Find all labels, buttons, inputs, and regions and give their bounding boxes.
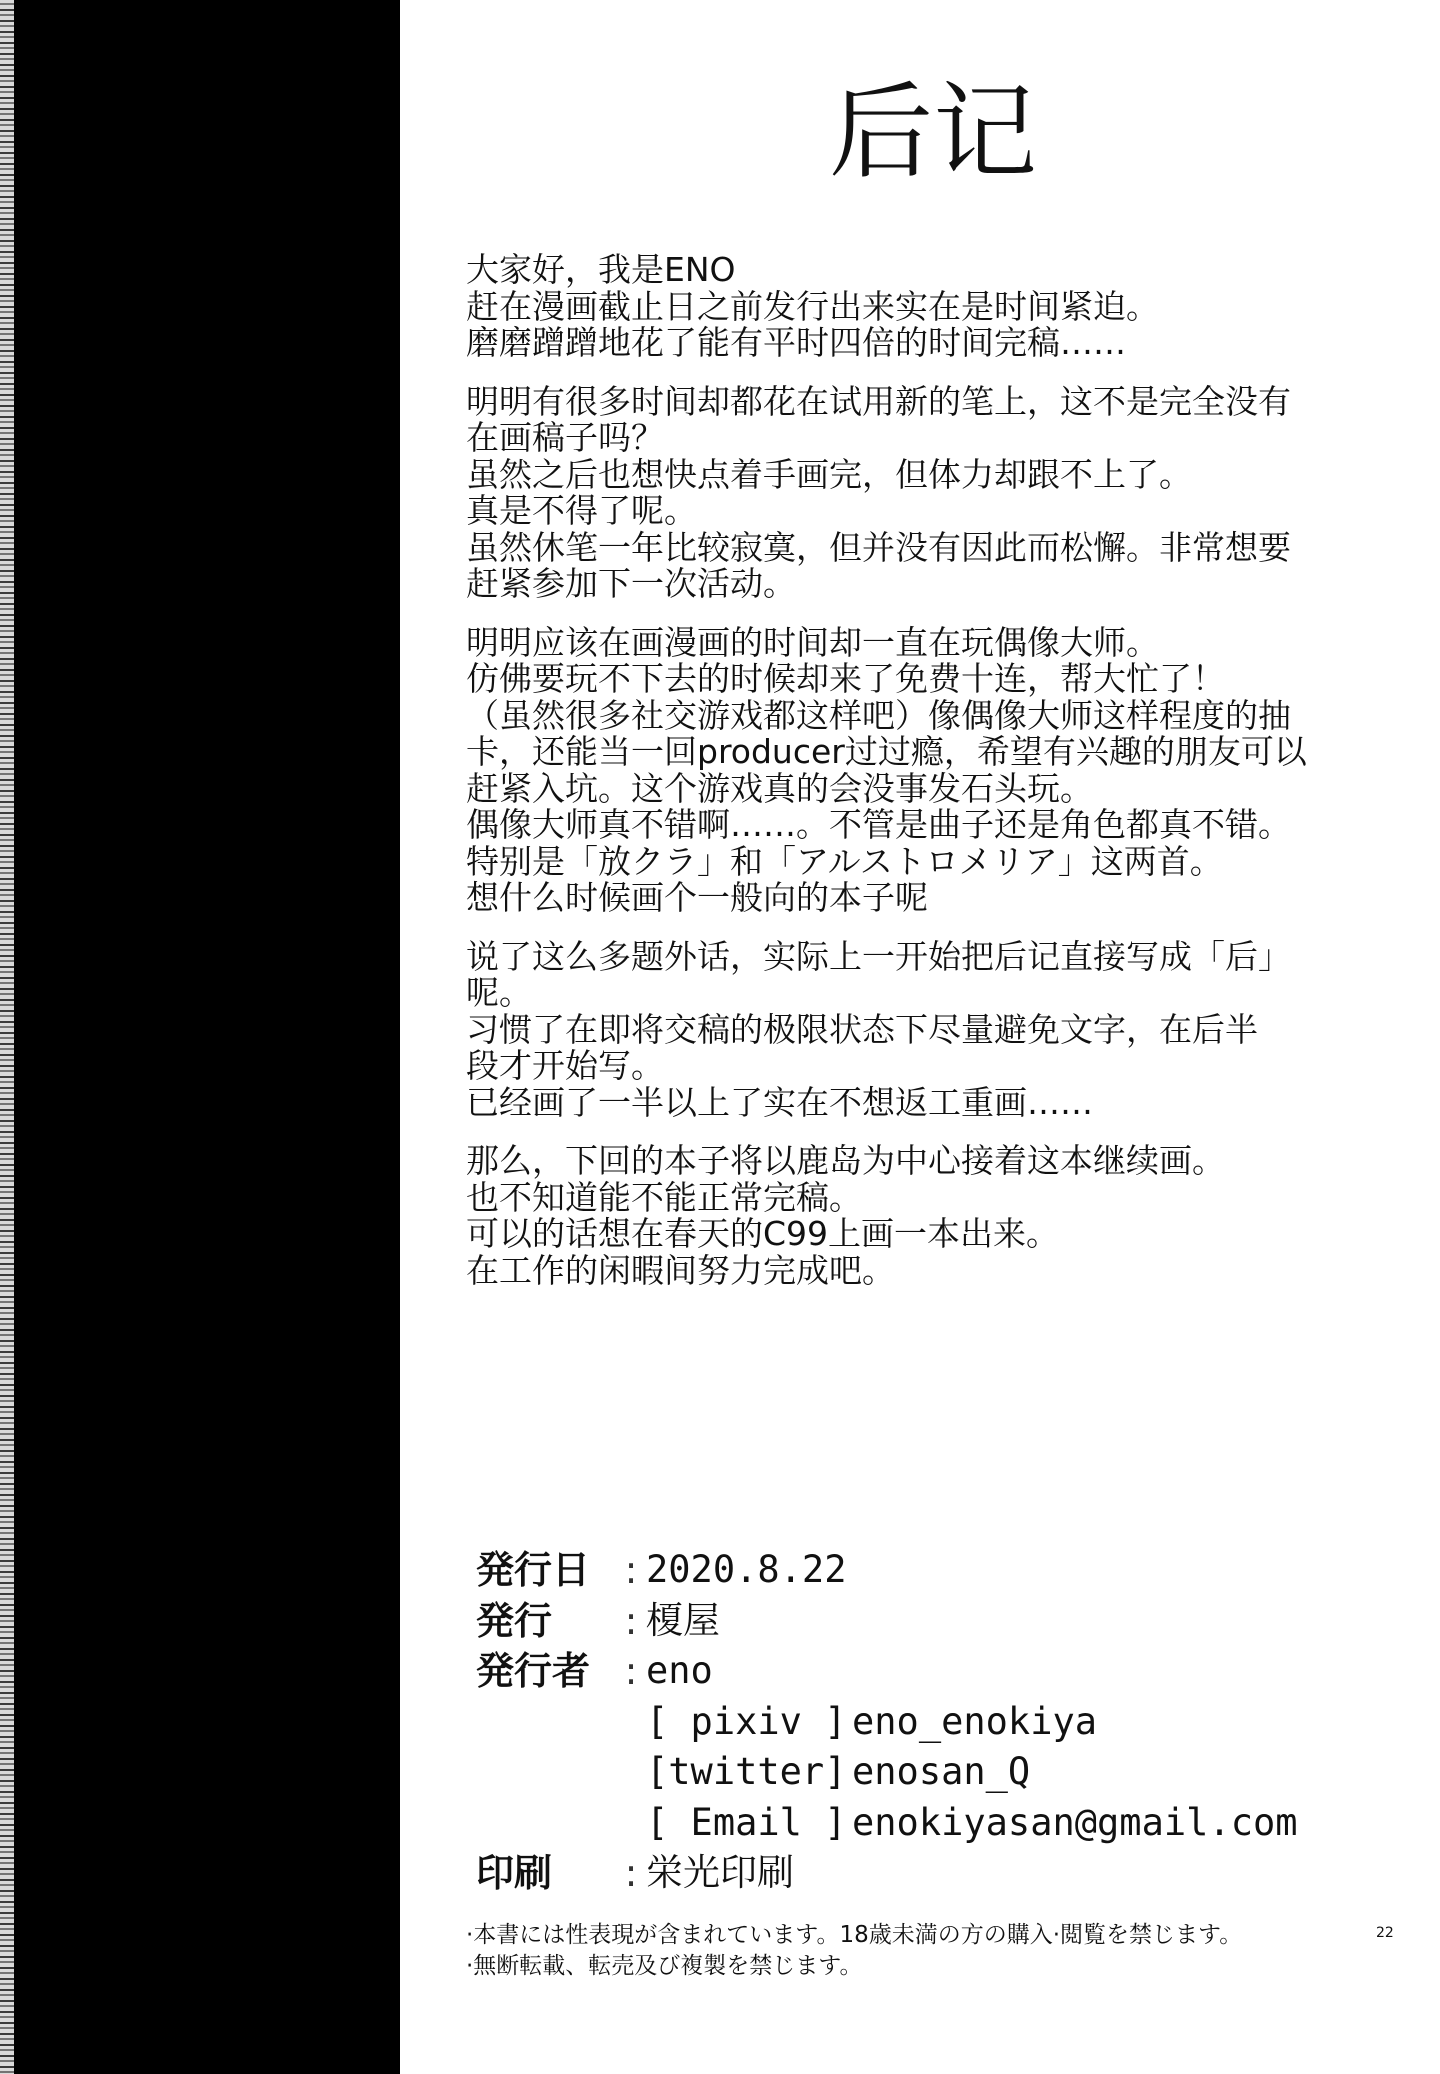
notice-line: ·無断転載、転売及び複製を禁じます。 (466, 1953, 863, 1979)
text-line: 明明应该在画漫画的时间却一直在玩偶像大师。 (466, 622, 1159, 662)
page-title: 后记 (828, 71, 1037, 193)
author-label: 発行者 (476, 1649, 591, 1693)
pixiv-label: [ pixiv ] (646, 1699, 847, 1743)
text-line: 在工作的闲暇间努力完成吧。 (466, 1250, 895, 1290)
text-line: 段才开始写。 (466, 1046, 664, 1085)
text-line: 已经画了一半以上了实在不想返工重画…… (466, 1082, 1093, 1122)
black-spine-margin (0, 0, 400, 2074)
text-line: 赶紧参加下一次活动。 (466, 564, 796, 603)
legal-notices (466, 1920, 1346, 1982)
publisher-label: 発行 (476, 1598, 553, 1643)
colophon (476, 1545, 1376, 1899)
text-line: 卡，还能当一回producer过过瘾，希望有兴趣的朋友可以 (466, 732, 1307, 771)
paragraph (466, 622, 1346, 917)
author-value: eno (646, 1649, 713, 1692)
text-line: 习惯了在即将交稿的极限状态下尽量避免文字，在后半 (466, 1009, 1258, 1049)
text-line: 呢。 (466, 973, 532, 1012)
separator: : (624, 1851, 638, 1895)
twitter-label: [twitter] (646, 1750, 847, 1793)
separator: : (624, 1548, 638, 1592)
paragraph (466, 936, 1346, 1122)
text-line: 赶紧入坑。这个游戏真的会没事发石头玩。 (466, 768, 1093, 808)
text-line: 可以的话想在春天的C99上画一本出来。 (466, 1214, 1060, 1253)
text-line: 在画稿子吗？ (466, 418, 664, 457)
separator: : (624, 1598, 638, 1643)
pixiv-row (476, 1697, 1376, 1748)
issue-date-label: 発行日 (476, 1548, 591, 1592)
separator: : (624, 1649, 638, 1693)
colophon-author-row (476, 1646, 1376, 1697)
publisher-value: 榎屋 (646, 1598, 720, 1642)
page-number: 22 (1376, 1925, 1394, 1941)
colophon-publisher-row (476, 1596, 1376, 1647)
text-line: 磨磨蹭蹭地花了能有平时四倍的时间完稿…… (466, 323, 1126, 362)
text-line: 赶在漫画截止日之前发行出来实在是时间紧迫。 (466, 286, 1159, 326)
text-line: 偶像大师真不错啊……。不管是曲子还是角色都真不错。 (466, 805, 1291, 844)
email-row (476, 1798, 1376, 1849)
pixiv-value: eno_enokiya (852, 1699, 1098, 1743)
colophon-printer-row (476, 1848, 1376, 1899)
text-line: 特别是「放クラ」和「アルストロメリア」这两首。 (466, 841, 1223, 881)
colophon-issue-date-row (476, 1545, 1376, 1596)
text-line: （虽然很多社交游戏都这样吧）像偶像大师这样程度的抽 (466, 695, 1291, 735)
spine-torn-edge (0, 0, 14, 2074)
issue-date-value: 2020.8.22 (646, 1548, 847, 1591)
text-line: 明明有很多时间却都花在试用新的笔上，这不是完全没有 (466, 381, 1291, 421)
afterword-body (466, 252, 1346, 1311)
text-line: 真是不得了呢。 (466, 491, 697, 530)
text-line: 也不知道能不能正常完稿。 (466, 1177, 862, 1217)
text-line: 虽然休笔一年比较寂寞，但并没有因此而松懈。非常想要 (466, 527, 1291, 567)
text-line: 仿佛要玩不下去的时候却来了免费十连，帮大忙了！ (466, 659, 1225, 698)
paragraph (466, 252, 1346, 362)
printer-value: 栄光印刷 (646, 1851, 794, 1894)
email-label: [ Email ] (646, 1800, 847, 1844)
notice-line: ·本書には性表現が含まれています。18歳未満の方の購入·閲覧を禁じます。 (466, 1922, 1243, 1948)
paragraph (466, 381, 1346, 603)
paragraph (466, 1143, 1346, 1289)
text-line: 那么，下回的本子将以鹿岛为中心接着这本继续画。 (466, 1141, 1225, 1180)
twitter-row (476, 1747, 1376, 1798)
text-line: 大家好，我是ENO (466, 250, 736, 289)
text-line: 想什么时候画个一般向的本子呢 (466, 878, 928, 917)
text-line: 说了这么多题外话，实际上一开始把后记直接写成「后」 (466, 936, 1291, 976)
text-line: 虽然之后也想快点着手画完，但体力却跟不上了。 (466, 454, 1192, 494)
email-value: enokiyasan@gmail.com (852, 1800, 1298, 1844)
twitter-value: enosan_Q (852, 1750, 1031, 1793)
printer-label: 印刷 (476, 1851, 553, 1895)
